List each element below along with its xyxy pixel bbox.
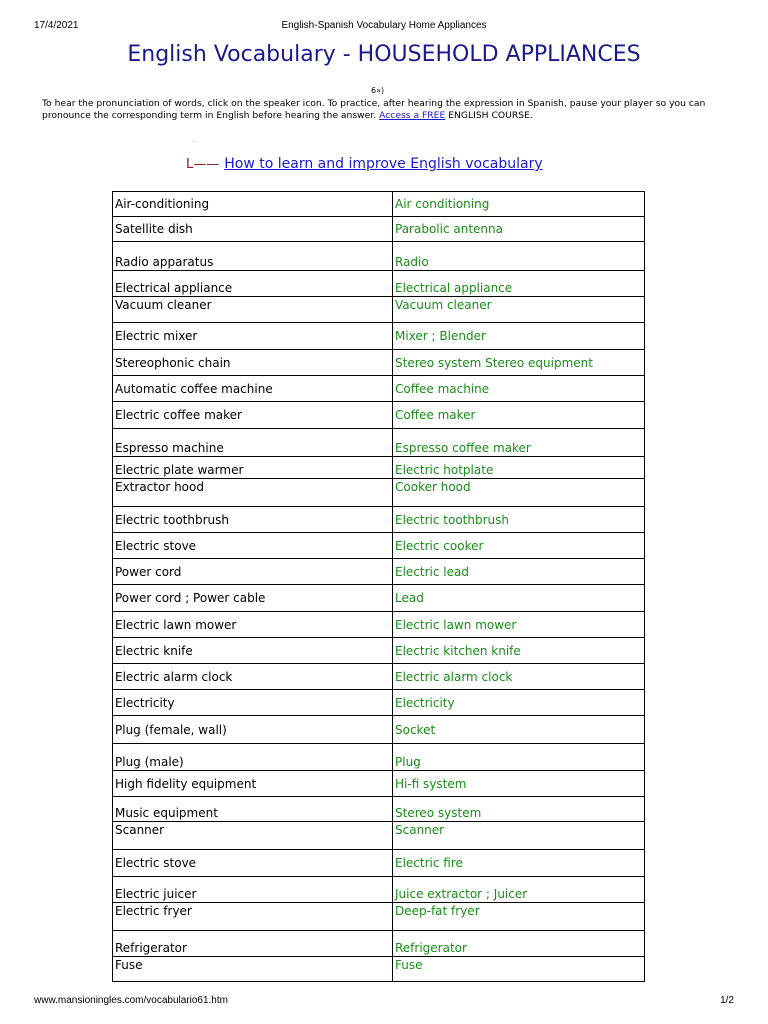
spanish-term-cell: Scanner xyxy=(113,822,393,850)
table-row xyxy=(113,271,645,297)
table-row xyxy=(113,457,645,479)
spanish-term-cell: Electric lawn mower xyxy=(113,612,393,638)
table-row xyxy=(113,931,645,957)
spanish-term-cell: Electric coffee maker xyxy=(113,402,393,429)
free-course-link[interactable]: Access a FREE xyxy=(379,110,446,121)
spanish-term-cell: Automatic coffee machine xyxy=(113,376,393,402)
spanish-term-cell: Electricity xyxy=(113,690,393,716)
spanish-term-cell: Radio apparatus xyxy=(113,242,393,271)
spanish-term-cell: Electrical appliance xyxy=(113,271,393,297)
spanish-term-cell: Fuse xyxy=(113,957,393,982)
english-term-cell: Electric fire xyxy=(393,850,645,877)
table-row xyxy=(113,850,645,877)
english-term-cell: Stereo system xyxy=(393,797,645,822)
spanish-term-cell: Music equipment xyxy=(113,797,393,822)
table-row xyxy=(113,797,645,822)
english-term-cell: Parabolic antenna xyxy=(393,217,645,242)
table-row xyxy=(113,323,645,350)
separator-dots: ... xyxy=(192,137,198,144)
english-term-cell: Scanner xyxy=(393,822,645,850)
spanish-term-cell: Plug (male) xyxy=(113,744,393,771)
spanish-term-cell: Espresso machine xyxy=(113,429,393,457)
instructions-text xyxy=(42,98,722,122)
english-term-cell: Plug xyxy=(393,744,645,771)
table-row xyxy=(113,771,645,797)
english-term-cell: Fuse xyxy=(393,957,645,982)
spanish-term-cell: Vacuum cleaner xyxy=(113,297,393,323)
spanish-term-cell: Electric plate warmer xyxy=(113,457,393,479)
english-term-cell: Electric kitchen knife xyxy=(393,638,645,664)
table-row xyxy=(113,217,645,242)
spanish-term-cell: Electric knife xyxy=(113,638,393,664)
english-term-cell: Electrical appliance xyxy=(393,271,645,297)
table-row xyxy=(113,559,645,585)
english-term-cell: Electric toothbrush xyxy=(393,507,645,533)
table-row xyxy=(113,376,645,402)
english-term-cell: Cooker hood xyxy=(393,479,645,507)
english-term-cell: Hi-fi system xyxy=(393,771,645,797)
learn-vocabulary-link[interactable]: How to learn and improve English vocabulary xyxy=(224,156,543,172)
spanish-term-cell: Refrigerator xyxy=(113,931,393,957)
english-term-cell: Electric lawn mower xyxy=(393,612,645,638)
table-row xyxy=(113,664,645,690)
table-row xyxy=(113,297,645,323)
table-row xyxy=(113,612,645,638)
english-term-cell: Espresso coffee maker xyxy=(393,429,645,457)
table-row xyxy=(113,402,645,429)
english-term-cell: Juice extractor ; Juicer xyxy=(393,877,645,903)
english-term-cell: Vacuum cleaner xyxy=(393,297,645,323)
table-row xyxy=(113,533,645,559)
spanish-term-cell: Air-conditioning xyxy=(113,192,393,217)
table-row xyxy=(113,429,645,457)
learn-vocabulary-line xyxy=(186,156,543,172)
table-row xyxy=(113,903,645,931)
spanish-term-cell: Electric stove xyxy=(113,850,393,877)
spanish-term-cell: Electric juicer xyxy=(113,877,393,903)
table-row xyxy=(113,690,645,716)
english-term-cell: Electric alarm clock xyxy=(393,664,645,690)
table-row xyxy=(113,242,645,271)
english-term-cell: Stereo system Stereo equipment xyxy=(393,350,645,376)
spanish-term-cell: Power cord xyxy=(113,559,393,585)
vocabulary-table xyxy=(112,191,645,982)
footer-page-number: 1/2 xyxy=(720,995,734,1006)
instructions-body: To hear the pronunciation of words, click on the speaker icon. To practice, after hearing the expression in Spanish, pause your player so you can pronounce the corresponding term in English before hearing the answer. xyxy=(42,98,706,121)
table-row xyxy=(113,744,645,771)
table-row xyxy=(113,479,645,507)
spanish-term-cell: Electric mixer xyxy=(113,323,393,350)
spanish-term-cell: High fidelity equipment xyxy=(113,771,393,797)
english-term-cell: Lead xyxy=(393,585,645,612)
english-term-cell: Electric lead xyxy=(393,559,645,585)
table-row xyxy=(113,957,645,982)
table-row xyxy=(113,638,645,664)
english-term-cell: Radio xyxy=(393,242,645,271)
spanish-term-cell: Plug (female, wall) xyxy=(113,716,393,744)
english-term-cell: Coffee maker xyxy=(393,402,645,429)
instructions-tail: ENGLISH COURSE. xyxy=(448,110,533,121)
print-date: 17/4/2021 xyxy=(34,20,79,31)
english-term-cell: Electric cooker xyxy=(393,533,645,559)
spanish-term-cell: Satellite dish xyxy=(113,217,393,242)
english-term-cell: Electricity xyxy=(393,690,645,716)
english-term-cell: Deep-fat fryer xyxy=(393,903,645,931)
english-term-cell: Coffee machine xyxy=(393,376,645,402)
table-row xyxy=(113,716,645,744)
footer-url: www.mansioningles.com/vocabulario61.htm xyxy=(34,995,228,1006)
table-row xyxy=(113,507,645,533)
vocabulary-table-body xyxy=(113,192,645,982)
table-row xyxy=(113,192,645,217)
corner-arrow-icon: L—— xyxy=(186,157,220,172)
table-row xyxy=(113,350,645,376)
speaker-icon[interactable]: 6») xyxy=(371,86,385,95)
spanish-term-cell: Electric toothbrush xyxy=(113,507,393,533)
table-row xyxy=(113,822,645,850)
spanish-term-cell: Extractor hood xyxy=(113,479,393,507)
english-term-cell: Refrigerator xyxy=(393,931,645,957)
english-term-cell: Air conditioning xyxy=(393,192,645,217)
page-title: English Vocabulary - HOUSEHOLD APPLIANCES xyxy=(127,42,641,67)
table-row xyxy=(113,585,645,612)
spanish-term-cell: Electric fryer xyxy=(113,903,393,931)
print-header-title: English-Spanish Vocabulary Home Appliances xyxy=(281,20,487,31)
spanish-term-cell: Power cord ; Power cable xyxy=(113,585,393,612)
spanish-term-cell: Electric stove xyxy=(113,533,393,559)
spanish-term-cell: Stereophonic chain xyxy=(113,350,393,376)
english-term-cell: Electric hotplate xyxy=(393,457,645,479)
english-term-cell: Mixer ; Blender xyxy=(393,323,645,350)
english-term-cell: Socket xyxy=(393,716,645,744)
table-row xyxy=(113,877,645,903)
spanish-term-cell: Electric alarm clock xyxy=(113,664,393,690)
